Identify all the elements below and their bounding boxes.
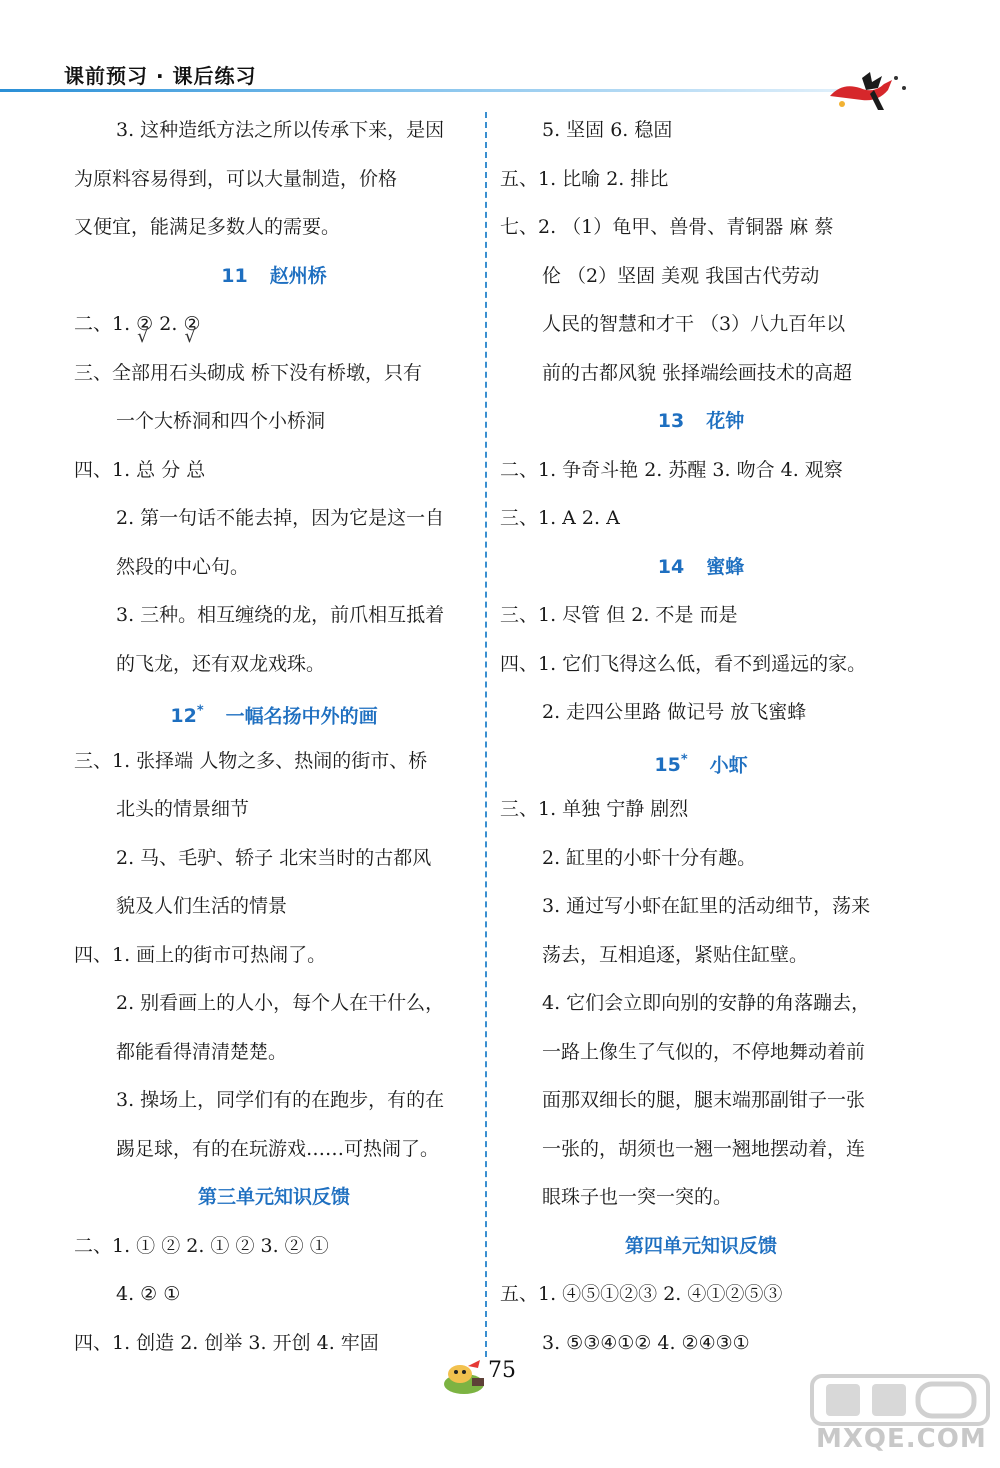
answer-prefix: 2. [153,313,184,335]
cartoon-mascot-icon [438,1354,488,1398]
left-column [74,106,474,1367]
answer-line: 2. 马、毛驴、轿子 北宋当时的古都风 [116,846,432,869]
answer-line: 北头的情景细节 [116,798,250,820]
answer-line: 眼珠子也一突一突的。 [542,1186,733,1208]
answer-line: 为原料容易得到，可以大量制造，价格 [74,167,398,190]
section-number: 12* [170,704,204,728]
answer-line: 四、1. 它们飞得这么低，看不到遥远的家。 [500,652,867,675]
section-number: 14 [657,555,685,578]
watermark [806,1370,996,1466]
answer-line: 又便宜，能满足多数人的需要。 [74,216,341,238]
answer-line: 二、1. ① ② 2. ① ② 3. ② ① [74,1234,329,1257]
section-title-14 [500,543,902,592]
answer-line [74,300,474,349]
star-mark: * [196,704,204,719]
answer-line: 三、全部用石头砌成 桥下没有桥墩，只有 [74,361,423,384]
checked-answer: ② √ [136,300,153,349]
section-name: 蜜蜂 [706,555,745,578]
answer-line: 荡去，互相追逐，紧贴住缸壁。 [542,943,809,966]
page-number-badge [438,1354,548,1398]
section-name: 赵州桥 [269,264,327,287]
section-title-15 [500,737,902,786]
section-number: 13 [657,410,685,432]
answer-line: 3. ⑤③④①② 4. ②④③① [542,1331,750,1354]
answer-line: 都能看得清清楚楚。 [116,1040,288,1063]
answer-line: 5. 坚固 6. 稳固 [542,119,673,141]
answer-line: 三、1. A 2. A [500,507,620,529]
section-title-13 [500,397,902,446]
answer-line: 的飞龙，还有双龙戏珠。 [116,652,326,675]
answer-line: 人民的智慧和才干 （3）八九百年以 [542,313,846,335]
column-divider [485,112,487,1357]
answer-line: 五、1. ④⑤①②③ 2. ④①②⑤③ [500,1283,783,1305]
answer-line: 3. 通过写小虾在缸里的活动细节，荡来 [542,895,871,917]
section-name: 一幅名扬中外的画 [225,705,378,728]
answer-line: 3. 三种。相互缠绕的龙，前爪相互抵着 [116,604,445,626]
header-rule [0,89,840,92]
section-name: 小虾 [709,753,748,776]
answer-line: 2. 走四公里路 做记号 放飞蜜蜂 [542,701,807,723]
answer-line: 一个大桥洞和四个小桥洞 [116,410,326,432]
answer-line: 4. ② ① [116,1283,181,1305]
answer-line: 面那双细长的腿，腿末端那副钳子一张 [542,1089,866,1111]
answer-line: 3. 这种造纸方法之所以传承下来，是因 [116,119,445,141]
answer-line: 三、1. 单独 宁静 剧烈 [500,798,689,820]
answer-line: 七、2. （1）龟甲、兽骨、青铜器 麻 蔡 [500,216,834,238]
answer-line: 前的古都风貌 张择端绘画技术的高超 [542,361,853,384]
section-number: 11 [221,264,248,287]
answer-line: 然段的中心句。 [116,555,250,578]
page-number: 75 [488,1358,516,1383]
star-mark: * [680,752,688,768]
watermark-text: MXQE.COM [816,1424,987,1454]
answer-line: 2. 别看画上的人小，每个人在干什么， [116,992,445,1014]
answer-line: 四、1. 画上的街市可热闹了。 [74,943,327,966]
answer-line: 五、1. 比喻 2. 排比 [500,167,669,190]
answer-line: 二、1. 争奇斗艳 2. 苏醒 3. 吻合 4. 观察 [500,458,843,481]
header-title: 课前预习 · 课后练习 [64,64,257,88]
section-title-unit3: 第三单元知识反馈 [197,1186,350,1208]
answer-prefix: 二、1. [74,313,137,335]
answer-line: 四、1. 创造 2. 创举 3. 开创 4. 牢固 [74,1331,379,1354]
answer-line: 貌及人们生活的情景 [116,895,288,917]
answer-line: 伦 （2）坚固 美观 我国古代劳动 [542,264,820,287]
answer-line: 3. 操场上，同学们有的在跑步，有的在 [116,1089,445,1111]
section-name: 花钟 [706,410,745,432]
answer-line: 四、1. 总 分 总 [74,458,206,481]
answer-line: 踢足球，有的在玩游戏……可热闹了。 [116,1137,440,1160]
answer-line: 三、1. 尽管 但 2. 不是 而是 [500,604,738,626]
answer-line: 一路上像生了气似的，不停地舞动着前 [542,1040,866,1063]
answer-line: 4. 它们会立即向别的安静的角落蹦去， [542,992,871,1014]
right-column [500,106,902,1367]
answer-line: 2. 第一句话不能去掉，因为它是这一自 [116,507,445,529]
watermark-logo-icon [806,1370,996,1428]
section-title-11 [74,252,474,301]
section-title-unit4: 第四单元知识反馈 [624,1234,777,1257]
checked-answer: ② √ [183,300,200,349]
section-title-12 [74,688,474,737]
answer-line: 一张的，胡须也一翘一翘地摆动着，连 [542,1137,866,1160]
answer-line: 三、1. 张择端 人物之多、热闹的街市、桥 [74,749,428,772]
answer-line: 2. 缸里的小虾十分有趣。 [542,846,757,869]
section-number: 15* [654,752,688,776]
